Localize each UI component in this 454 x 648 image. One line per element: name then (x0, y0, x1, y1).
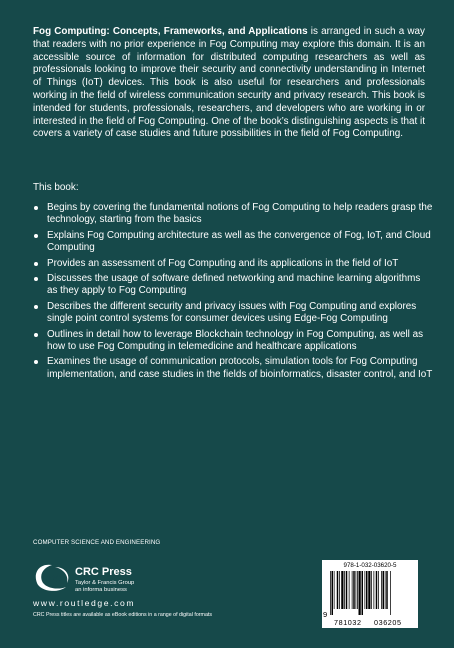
barcode-digits-right: 036205 (374, 618, 402, 627)
publisher-group: Taylor & Francis Group (75, 580, 135, 586)
book-title: Fog Computing: Concepts, Frameworks, and Applications (33, 26, 308, 37)
intro-text: is arranged in such a way that readers with no prior experience in Fog Computing may explore this domain. It is an accessible source of information for distributed computing researchers as well as professionals looking to improve their security and connectivity understanding in Internet of Things (IoT) devices. This book is also useful for researchers and professionals working in the field of wireless communication security and privacy research. This book is intended for students, professionals, researchers, and developers who are working in or interested in the field of Fog Computing. One of the book’s distinguishing aspects is that it covers a variety of case studies and future possibilities in the field of Fog Computing. (33, 26, 425, 140)
publisher-name: CRC Press (75, 566, 132, 578)
list-item-text: Outlines in detail how to leverage Blockchain technology in Fog Computing, as well as how to use Fog Computing in telemedicine and healthcare applications (47, 328, 424, 352)
list-item (33, 329, 433, 354)
publisher-block (33, 563, 233, 599)
list-item (33, 356, 433, 381)
list-item (33, 258, 433, 270)
bullet-icon (34, 333, 38, 337)
list-item-text: Discusses the usage of software defined networking and machine learning algorithms as they apply to Fog Computing (47, 273, 421, 297)
barcode-digits-left: 781032 (334, 618, 362, 627)
bullet-icon (34, 277, 38, 281)
list-item (33, 301, 433, 326)
list-item-text: Begins by covering the fundamental notions of Fog Computing to help readers grasp the technology, starting from the basics (47, 202, 433, 226)
feature-list (33, 202, 433, 384)
subject-category: COMPUTER SCIENCE AND ENGINEERING (33, 539, 161, 546)
list-item-text: Examines the usage of communication protocols, simulation tools for Fog Computing implementation, and case studies in the fields of bioinformatics, disaster control, and IoT (47, 356, 433, 380)
list-item-text: Provides an assessment of Fog Computing and its applications in the field of IoT (47, 257, 399, 269)
bullets-lead: This book: (33, 182, 79, 193)
bullet-icon (34, 206, 38, 210)
barcode-bars (328, 571, 414, 617)
bullet-icon (34, 305, 38, 309)
logo-text: CRC (42, 574, 62, 584)
list-item-text: Describes the different security and privacy issues with Fog Computing and explores single point control systems for consumer devices using Edge-Fog Computing (47, 300, 417, 325)
list-item (33, 273, 433, 298)
bullet-icon (34, 262, 38, 266)
isbn-barcode (322, 560, 418, 628)
publisher-business: an informa business (75, 587, 127, 593)
barcode-lead-digit: 9 (323, 610, 328, 619)
intro-paragraph (33, 26, 425, 141)
list-item (33, 202, 433, 227)
crc-logo-icon (33, 563, 71, 593)
ebook-note: CRC Press titles are available as eBook editions in a range of digital formats (33, 612, 213, 618)
isbn-number: 978-1-032-03620-5 (343, 562, 397, 569)
bullet-icon (34, 360, 38, 364)
publisher-website: www.routledge.com (33, 598, 136, 608)
bullet-icon (34, 234, 38, 238)
list-item-text: Explains Fog Computing architecture as well as the convergence of Fog, IoT, and Cloud Computing (47, 229, 431, 254)
list-item (33, 230, 433, 255)
